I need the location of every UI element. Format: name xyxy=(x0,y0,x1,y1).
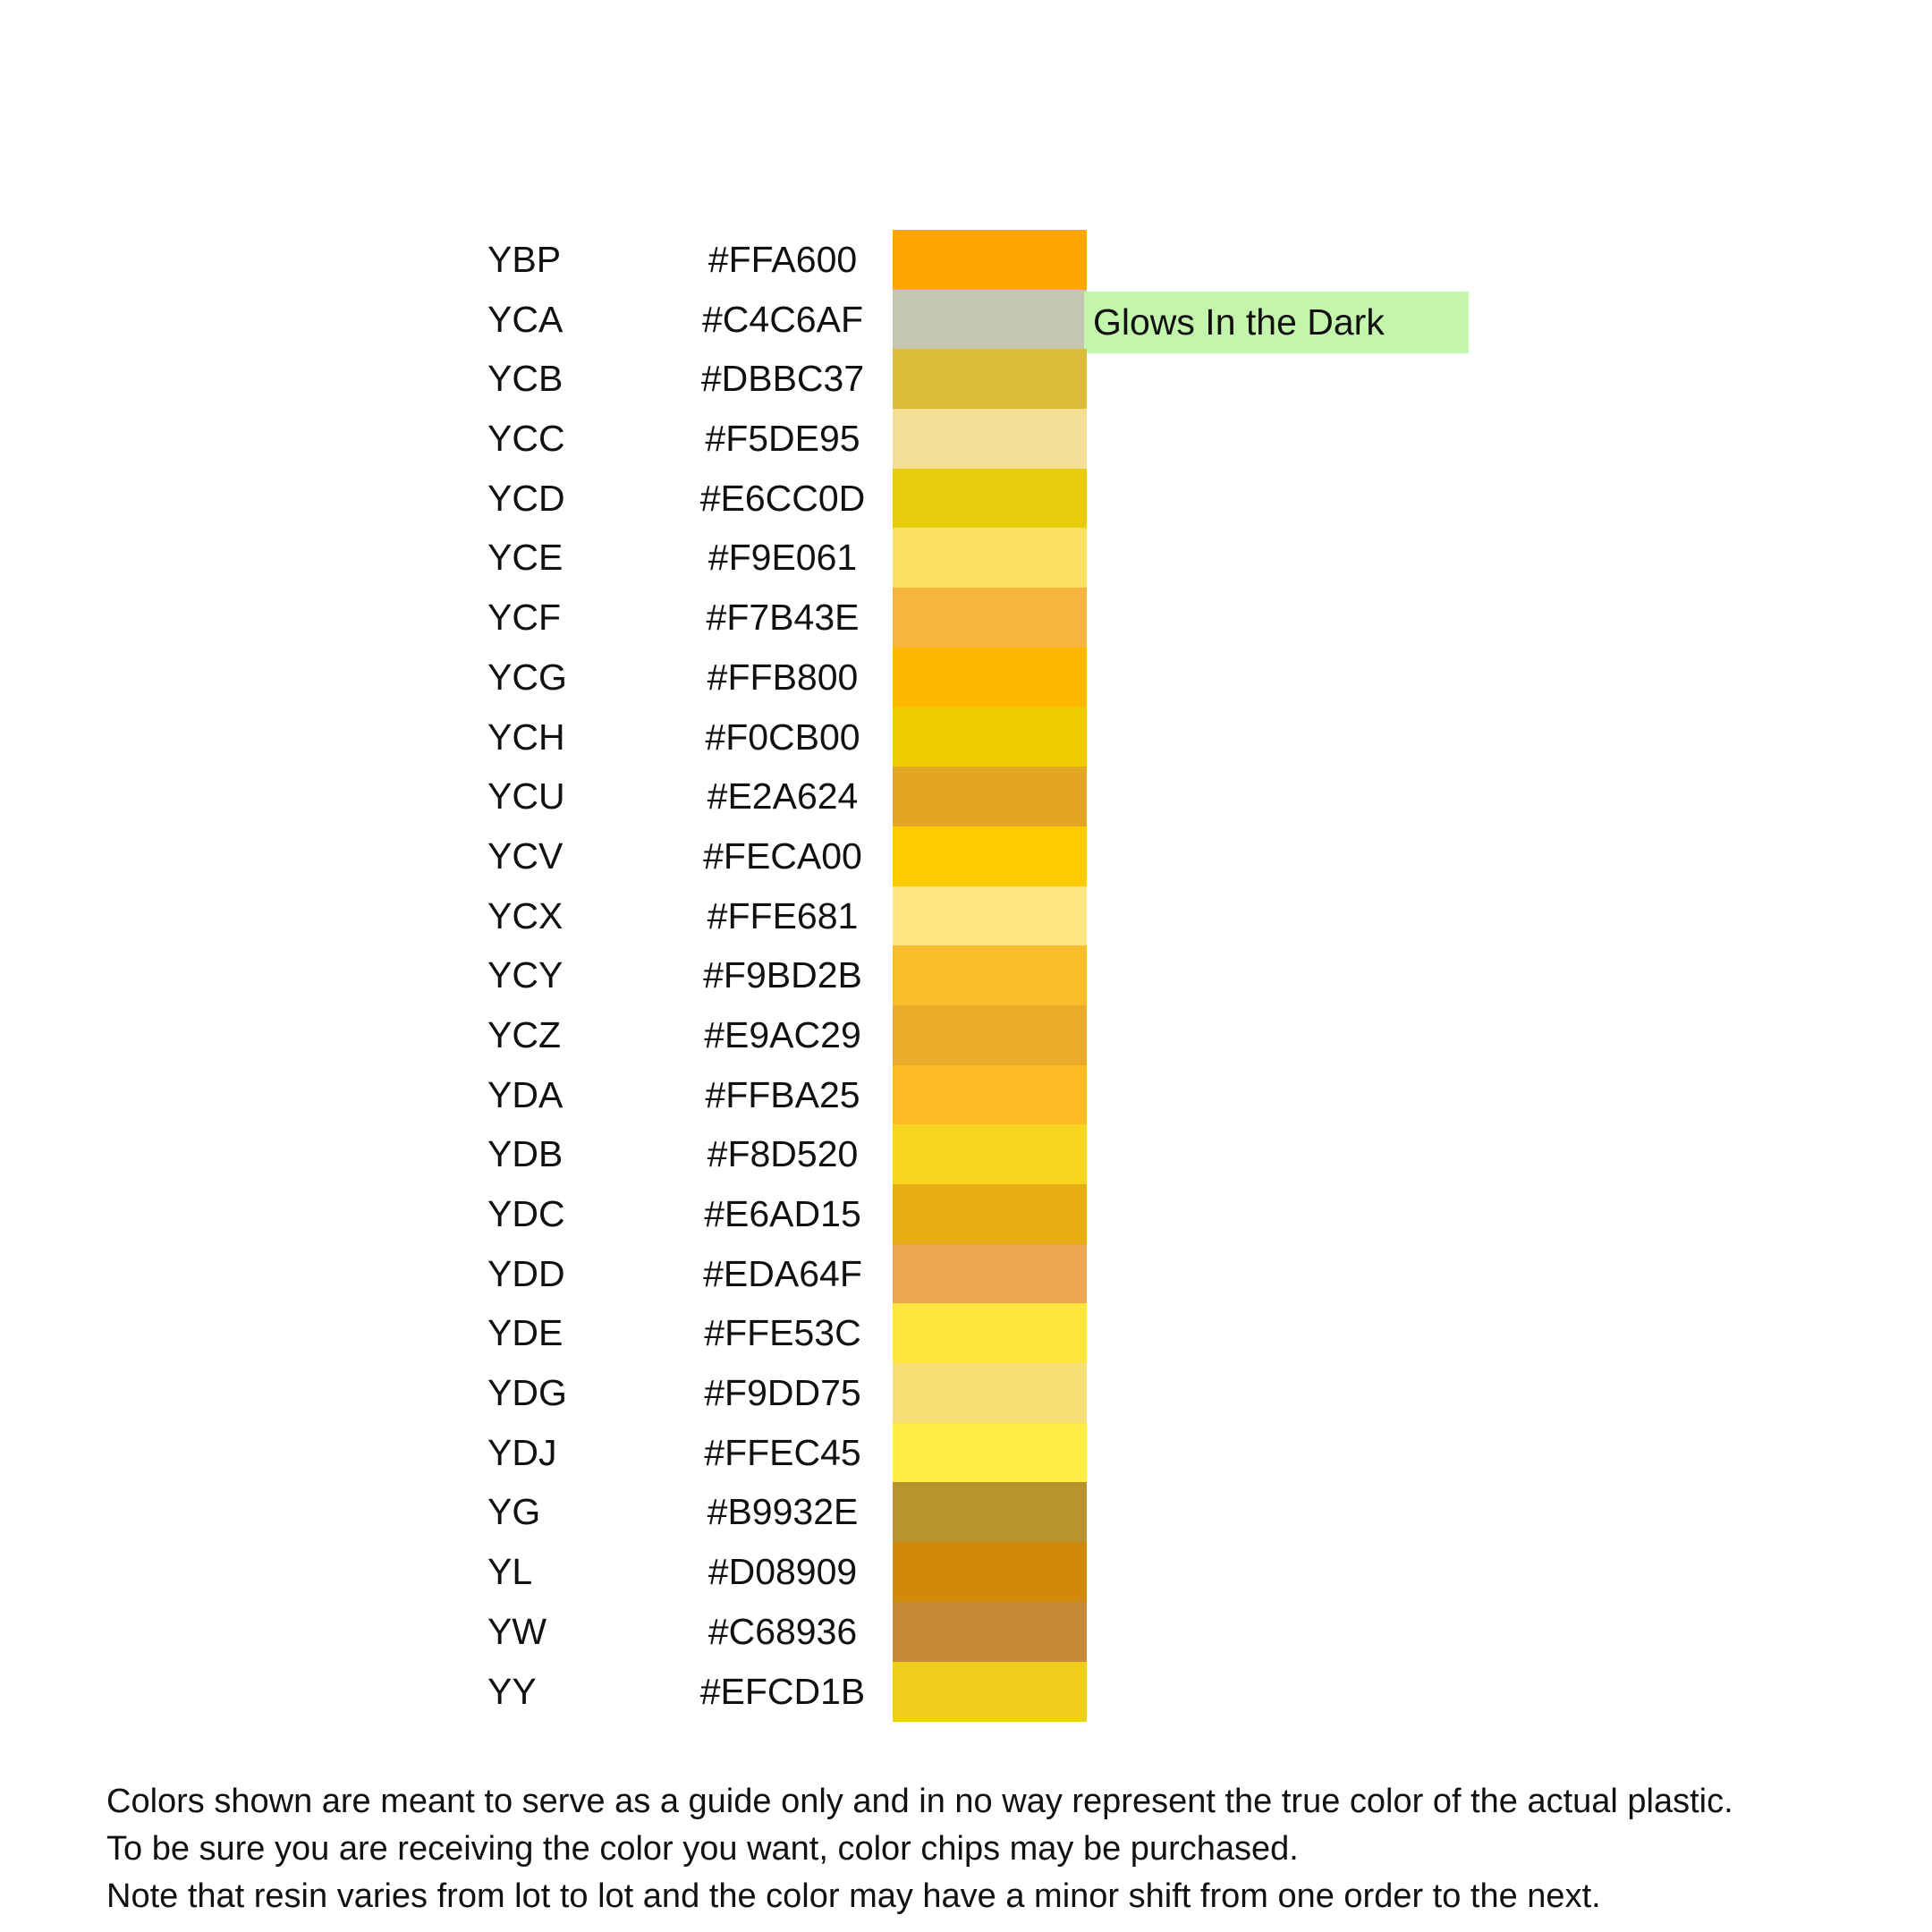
color-hex-value: #E9AC29 xyxy=(704,1013,861,1055)
color-hex-value: #FFA600 xyxy=(708,239,858,280)
color-code: YCD xyxy=(487,477,565,519)
color-hex-value: #E2A624 xyxy=(707,775,859,818)
disclaimer-line: To be sure you are receiving the color you want, color chips may be purchased. xyxy=(106,1830,1299,1868)
color-hex-value: #FFB800 xyxy=(707,656,859,698)
color-swatch xyxy=(893,1602,1087,1662)
color-swatch xyxy=(893,826,1087,886)
color-hex-value: #F0CB00 xyxy=(705,716,860,758)
color-swatch xyxy=(893,1184,1087,1244)
color-swatch xyxy=(893,528,1087,588)
color-code: YDJ xyxy=(487,1431,557,1473)
color-row xyxy=(0,1662,1932,1722)
color-swatch xyxy=(893,1363,1087,1423)
color-hex-value: #F9DD75 xyxy=(704,1372,861,1414)
color-row xyxy=(0,945,1932,1005)
color-swatch xyxy=(893,1303,1087,1363)
color-swatch xyxy=(893,349,1087,409)
color-swatch xyxy=(893,230,1087,290)
color-row xyxy=(0,1303,1932,1363)
color-row xyxy=(0,1482,1932,1542)
color-row xyxy=(0,1124,1932,1184)
color-swatch xyxy=(893,945,1087,1005)
color-row xyxy=(0,826,1932,886)
color-hex-value: #FFBA25 xyxy=(705,1073,860,1115)
color-row xyxy=(0,1602,1932,1662)
color-code: YCY xyxy=(487,954,564,996)
color-code: YCV xyxy=(487,835,564,877)
color-code: YDG xyxy=(487,1372,567,1414)
color-code: YCG xyxy=(487,656,567,698)
color-swatch xyxy=(893,469,1087,529)
disclaimer-line: Colors shown are meant to serve as a guide only and in no way represent the true color of the actual plastic. xyxy=(106,1783,1733,1820)
disclaimer xyxy=(106,1778,1913,1920)
color-hex-value: #FFE681 xyxy=(707,894,859,936)
color-swatch xyxy=(893,708,1087,767)
color-row xyxy=(0,409,1932,469)
color-row xyxy=(0,1542,1932,1602)
color-hex-value: #DBBC37 xyxy=(700,358,865,400)
color-code: YDA xyxy=(487,1073,564,1115)
color-hex-value: #FECA00 xyxy=(703,835,862,877)
color-code: YDB xyxy=(487,1133,564,1175)
color-row xyxy=(0,469,1932,529)
color-hex-value: #D08909 xyxy=(708,1551,858,1593)
color-code: YDE xyxy=(487,1312,564,1354)
glow-note-label: Glows In the Dark xyxy=(1084,292,1469,353)
color-code: YCX xyxy=(487,894,564,936)
color-hex-value: #F8D520 xyxy=(707,1133,859,1175)
color-hex-value: #EDA64F xyxy=(703,1252,862,1294)
disclaimer-line: Note that resin varies from lot to lot and the color may have a minor shift from one order to the next. xyxy=(106,1877,1601,1915)
color-hex-value: #FFE53C xyxy=(704,1312,861,1354)
color-hex-value: #E6CC0D xyxy=(699,477,866,519)
color-hex-value: #E6AD15 xyxy=(704,1193,861,1234)
color-swatch xyxy=(893,1124,1087,1184)
color-row xyxy=(0,886,1932,946)
color-swatch xyxy=(893,886,1087,946)
color-swatch xyxy=(893,648,1087,708)
color-row xyxy=(0,648,1932,708)
color-chart xyxy=(0,230,1932,1721)
color-row xyxy=(0,290,1932,350)
color-row xyxy=(0,349,1932,409)
color-code: YW xyxy=(487,1610,547,1652)
color-code: YDC xyxy=(487,1193,565,1234)
color-code: YCC xyxy=(487,418,565,460)
color-code: YCZ xyxy=(487,1013,561,1055)
color-row xyxy=(0,1005,1932,1065)
color-hex-value: #FFEC45 xyxy=(704,1431,861,1473)
color-swatch xyxy=(893,1662,1087,1722)
color-code: YCE xyxy=(487,537,564,579)
color-swatch xyxy=(893,767,1087,826)
color-swatch xyxy=(893,1065,1087,1125)
color-swatch xyxy=(893,1244,1087,1304)
color-code: YCH xyxy=(487,716,565,758)
color-code: YCA xyxy=(487,298,564,340)
color-swatch xyxy=(893,588,1087,648)
color-swatch xyxy=(893,409,1087,469)
color-hex-value: #C68936 xyxy=(708,1610,858,1652)
color-row xyxy=(0,1065,1932,1125)
color-row xyxy=(0,1184,1932,1244)
color-hex-value: #B9932E xyxy=(707,1491,859,1533)
color-hex-value: #EFCD1B xyxy=(699,1670,866,1712)
color-row xyxy=(0,1363,1932,1423)
color-swatch xyxy=(893,290,1087,350)
color-row xyxy=(0,1423,1932,1483)
color-code: YCB xyxy=(487,358,564,400)
color-hex-value: #F9E061 xyxy=(708,537,858,579)
color-swatch xyxy=(893,1542,1087,1602)
color-hex-value: #F7B43E xyxy=(706,597,860,639)
color-code: YCU xyxy=(487,775,565,818)
color-swatch xyxy=(893,1005,1087,1065)
color-hex-value: #C4C6AF xyxy=(701,298,863,340)
color-code: YG xyxy=(487,1491,541,1533)
color-row xyxy=(0,588,1932,648)
color-code: YCF xyxy=(487,597,561,639)
color-code: YY xyxy=(487,1670,537,1712)
color-row xyxy=(0,767,1932,826)
color-code: YDD xyxy=(487,1252,565,1294)
color-row xyxy=(0,528,1932,588)
color-row xyxy=(0,1244,1932,1304)
color-row xyxy=(0,708,1932,767)
color-row xyxy=(0,230,1932,290)
color-swatch xyxy=(893,1482,1087,1542)
color-code: YBP xyxy=(487,239,562,280)
color-hex-value: #F5DE95 xyxy=(705,418,860,460)
color-swatch xyxy=(893,1423,1087,1483)
color-code: YL xyxy=(487,1551,533,1593)
color-hex-value: #F9BD2B xyxy=(703,954,862,996)
